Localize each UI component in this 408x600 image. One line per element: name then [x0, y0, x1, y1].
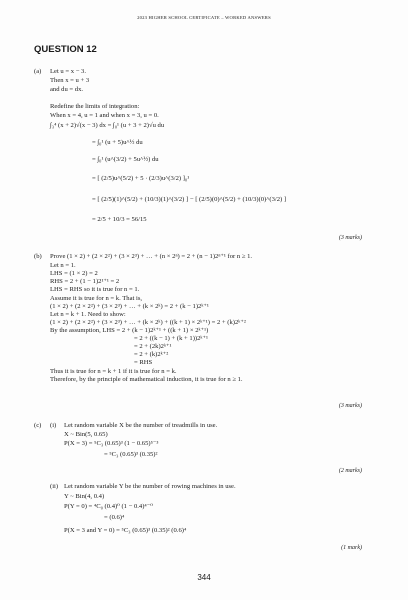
running-header: 2023 HIGHER SCHOOL CERTIFICATE – WORKED ANSWERS	[137, 15, 271, 20]
part-b-line-16: Therefore, by the principle of mathematical induction, it is true for n ≥ 1.	[50, 376, 243, 383]
part-a-line-9: = [ (2/5)u^(5/2) + 5 · (2/3)u^(3/2) ]₀¹	[92, 175, 190, 182]
part-b-line-7: (1 × 2) + (2 × 2²) + (3 × 2³) + … + (k × 2ᵏ) = 2 + (k − 1)2ᵏ⁺¹	[50, 303, 209, 310]
part-b-line-3: LHS = (1 × 2) = 2	[50, 270, 98, 277]
part-b-line-4: RHS = 2 + (1 − 1)2¹⁺¹ = 2	[50, 278, 120, 285]
part-c-ii-line-3: P(Y = 0) = ⁴C₀ (0.4)⁰ (1 − 0.4)⁴⁻⁰	[64, 503, 153, 510]
part-a-line-11: = 2/5 + 10/3 = 56/15	[92, 216, 147, 223]
part-b-line-12: = 2 + (2k)2ᵏ⁺¹	[134, 343, 172, 350]
part-a-line-2: Then x = u + 3	[50, 77, 90, 84]
part-a-line-7: = ∫₀¹ (u + 5)u^½ du	[92, 139, 143, 146]
part-c-i-label: (i)	[50, 422, 57, 429]
part-b-line-10: By the assumption, LHS = 2 + (k − 1)2ᵏ⁺¹ + ((k + 1) × 2ᵏ⁺¹)	[50, 327, 209, 334]
part-c-ii-line-1: Let random variable Y be the number of rowing machines in use.	[64, 483, 236, 490]
part-c-label: (c)	[34, 422, 42, 429]
part-b-line-15: Thus it is true for n = k + 1 if it is true for n = k.	[50, 368, 177, 375]
part-a-line-8: = ∫₀¹ (u^(3/2) + 5u^½) du	[92, 156, 159, 163]
part-b-line-1: Prove (1 × 2) + (2 × 2²) + (3 × 2³) + … + (n × 2ⁿ) = 2 + (n − 1)2ⁿ⁺¹ for n ≥ 1.	[50, 253, 253, 260]
part-c-i-line-3: P(X = 3) = ⁵C₃ (0.65)³ (1 − 0.65)⁵⁻³	[64, 440, 159, 447]
part-a-line-1: Let u = x − 3.	[50, 68, 87, 75]
part-b-line-14: = RHS	[134, 359, 153, 366]
part-b-line-6: Assume it is true for n = k. That is,	[50, 295, 143, 302]
part-b-line-11: = 2 + ((k − 1) + (k + 1))2ᵏ⁺¹	[134, 335, 208, 342]
part-a-line-6: ∫₃⁴ (x + 2)√(x − 3) dx = ∫₀¹ (u + 3 + 2)√u du	[50, 122, 165, 129]
part-c-ii-marks: (1 mark)	[341, 545, 362, 551]
part-c-i-marks: (2 marks)	[338, 468, 362, 474]
part-c-ii-line-2: Y ~ Bin(4, 0.4)	[64, 493, 105, 500]
part-c-ii-line-4: = (0.6)⁴	[104, 514, 125, 521]
part-a-line-3: and du = dx.	[50, 86, 84, 93]
part-a-line-4: Redefine the limits of integration:	[50, 103, 140, 110]
question-title: QUESTION 12	[34, 44, 97, 55]
part-a-marks: (3 marks)	[338, 235, 362, 241]
part-b-marks: (3 marks)	[338, 403, 362, 409]
part-c-i-line-4: = ⁵C₃ (0.65)³ (0.35)²	[104, 451, 158, 458]
part-c-ii-label: (ii)	[50, 483, 59, 490]
part-a-label: (a)	[34, 68, 42, 75]
part-b-line-8: Let n = k + 1. Need to show:	[50, 311, 126, 318]
part-b-line-9: (1 × 2) + (2 × 2²) + (3 × 2³) + … + (k × 2ᵏ) + ((k + 1) × 2ᵏ⁺¹) = 2 + (k)2ᵏ⁺²	[50, 319, 246, 326]
part-c-ii-line-5: P(X = 3 and Y = 0) = ⁵C₃ (0.65)³ (0.35)² (0.6)⁴	[64, 527, 187, 534]
part-b-line-5: LHS = RHS so it is true for n = 1.	[50, 286, 140, 293]
part-c-i-line-2: X ~ Bin(5, 0.65)	[64, 431, 108, 438]
page-number: 344	[197, 573, 211, 582]
part-a-line-10: = [ (2/5)(1)^(5/2) + (10/3)(1)^(3/2) ] − [ (2/5)(0)^(5/2) + (10/3)(0)^(3/2) ]	[92, 196, 287, 203]
part-b-line-2: Let n = 1.	[50, 262, 76, 269]
part-b-label: (b)	[34, 253, 42, 260]
part-c-i-line-1: Let random variable X be the number of treadmills in use.	[64, 422, 218, 429]
part-a-line-5: When x = 4, u = 1 and when x = 3, u = 0.	[50, 112, 159, 119]
part-b-line-13: = 2 + (k)2ᵏ⁺²	[134, 351, 169, 358]
